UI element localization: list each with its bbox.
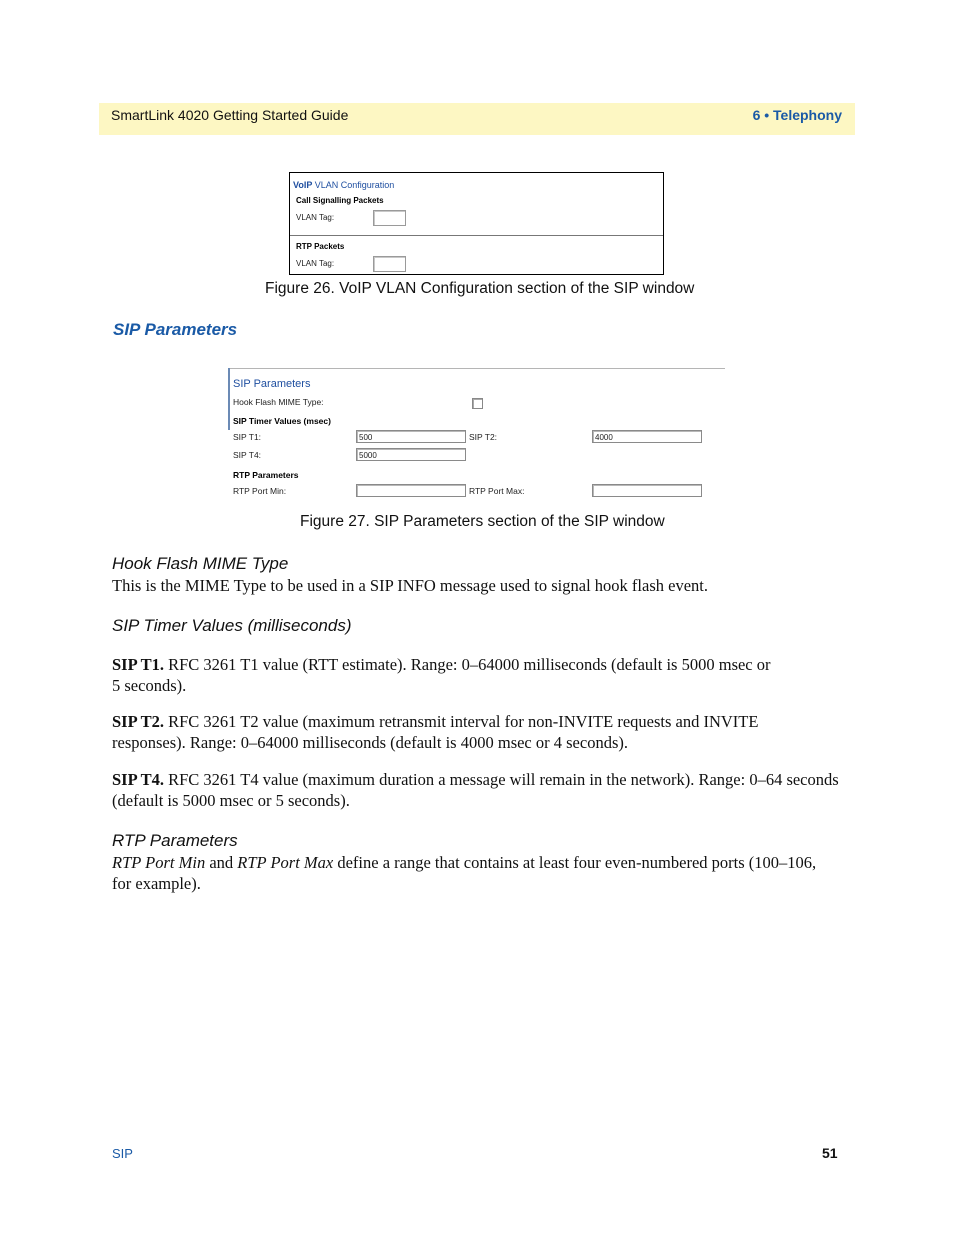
sip-t2-label: SIP T2: (469, 432, 498, 442)
rtp-port-min-input[interactable] (356, 484, 466, 497)
running-header (99, 103, 855, 135)
rtp-port-min-label: RTP Port Min: (233, 486, 287, 496)
header-chapter: 6 • Telephony (752, 107, 842, 123)
vlan-tag-input-signalling[interactable] (373, 210, 406, 226)
sip-parameters-panel-title: SIP Parameters (233, 378, 311, 390)
hook-flash-heading: Hook Flash MIME Type (112, 554, 289, 573)
figure-26-caption: Figure 26. VoIP VLAN Configuration section of the SIP window (265, 280, 695, 297)
hook-flash-paragraph: This is the MIME Type to be used in a SIP INFO message used to signal hook flash event. (112, 576, 708, 595)
panel-divider (290, 235, 663, 236)
rtp-port-max-input[interactable] (592, 484, 702, 497)
sip-t2-input[interactable]: 4000 (592, 430, 702, 443)
rtp-port-max-label: RTP Port Max: (469, 486, 525, 496)
sip-t1-paragraph: SIP T1. RFC 3261 T1 value (RTT estimate). Range: 0–64000 milliseconds (default is 5000 msec or 5 seconds). (112, 655, 771, 695)
sip-t4-paragraph: SIP T4. RFC 3261 T4 value (maximum duration a message will remain in the network). Range: 0–64 seconds (default is 5000 msec or 5 seconds). (112, 770, 839, 810)
header-guide-title: SmartLink 4020 Getting Started Guide (111, 107, 349, 123)
timer-values-subheading: SIP Timer Values (milliseconds) (112, 616, 352, 635)
figure-27-top-rule (228, 368, 725, 369)
rtp-packets-heading: RTP Packets (296, 242, 345, 251)
vlan-tag-input-rtp[interactable] (373, 256, 406, 272)
sip-t4-input[interactable]: 5000 (356, 448, 466, 461)
rtp-parameters-heading: RTP Parameters (233, 470, 299, 480)
sip-t1-input[interactable]: 500 (356, 430, 466, 443)
call-signalling-heading: Call Signalling Packets (296, 196, 384, 205)
figure-27-left-rule (228, 368, 230, 430)
sip-t4-label: SIP T4: (233, 450, 262, 460)
sip-t1-label: SIP T1: (233, 432, 262, 442)
timer-values-heading: SIP Timer Values (msec) (233, 416, 331, 426)
hook-flash-label: Hook Flash MIME Type: (233, 397, 324, 407)
hook-flash-checkbox[interactable] (472, 398, 483, 409)
vlan-tag-label-signalling: VLAN Tag: (296, 213, 335, 222)
figure-voip-vlan-panel (289, 172, 664, 275)
rtp-parameters-subheading: RTP Parameters (112, 831, 238, 850)
vlan-tag-label-rtp: VLAN Tag: (296, 259, 335, 268)
rtp-paragraph: RTP Port Min and RTP Port Max define a range that contains at least four even-numbered ports (100–106, for example). (112, 853, 817, 893)
voip-vlan-title: VoIP VLAN Configuration (293, 180, 395, 190)
sip-t2-paragraph: SIP T2. RFC 3261 T2 value (maximum retransmit interval for non-INVITE requests and INVITE responses). Range: 0–64000 milliseconds (default is 4000 msec or 4 seconds). (112, 712, 759, 752)
page-number: 51 (822, 1145, 838, 1161)
figure-27-caption: Figure 27. SIP Parameters section of the SIP window (300, 513, 665, 530)
footer-section-name: SIP (112, 1146, 133, 1161)
section-title: SIP Parameters (113, 320, 238, 339)
